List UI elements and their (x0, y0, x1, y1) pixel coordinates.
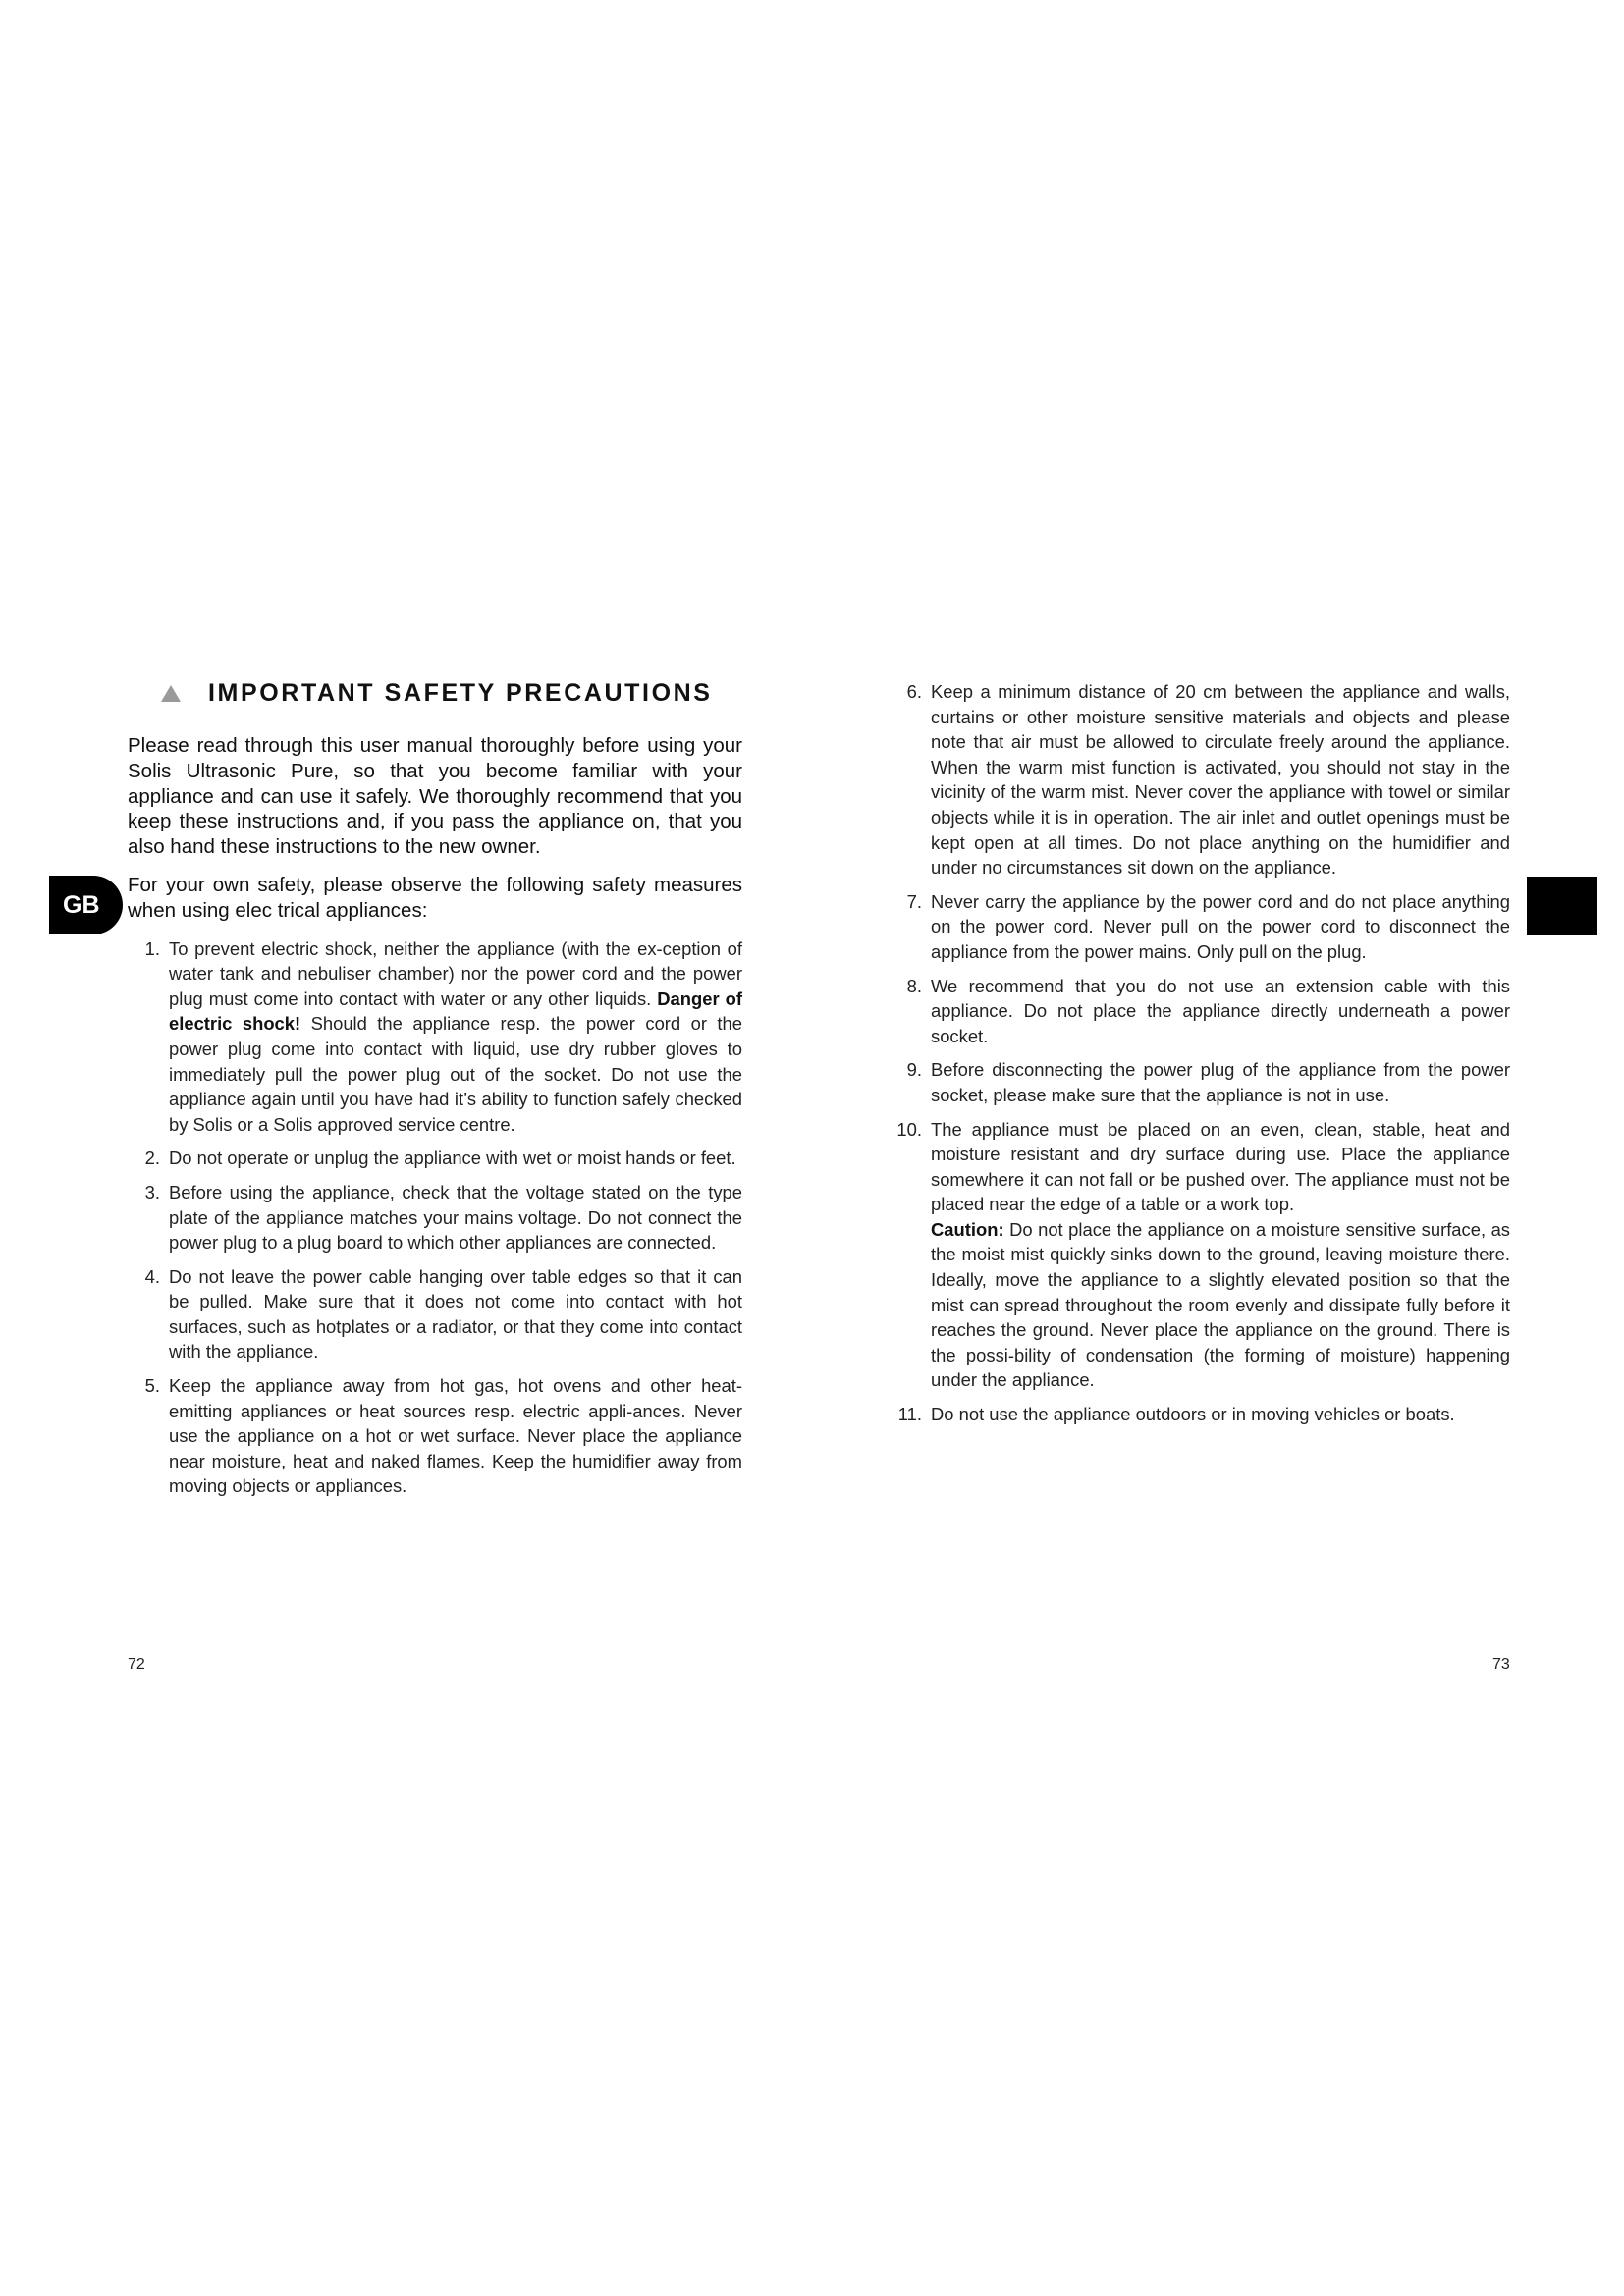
item-text: The appliance must be placed on an even, clean, stable, heat and moisture resistant and dry surface during use. Place the appliance somewhere it can not fall or be pushed over. The appliance must not be placed near the edge of a table or a work top. (931, 1118, 1510, 1215)
item-text: Keep the appliance away from hot gas, hot ovens and other heat-emitting appliances or heat sources resp. electric appli-ances. Never use the appliance on a hot or wet surface. Never place the appliance near moisture, heat and naked flames. Keep the humidifier away from moving objects or appliances. (169, 1375, 742, 1497)
item-text: Keep a minimum distance of 20 cm between the appliance and walls, curtains or other moisture sensitive materials and objects and please note that air must be allowed to circulate freely around the appliance. When the warm mist function is activated, you should not stay in the vicinity of the warm mist. Never cover the appliance with towel or similar objects while it is in operation. The air inlet and outlet openings must be kept open at all times. Do not place anything on the humidifier and under no circumstances sit down on the appliance. (931, 681, 1510, 879)
page-title: IMPORTANT SAFETY PRECAUTIONS (208, 679, 713, 707)
danger-warning: Danger of electric shock! (169, 988, 742, 1035)
safety-item-3 (128, 1180, 742, 1255)
safety-list-right (890, 679, 1510, 1427)
page-number-left: 72 (128, 1656, 145, 1673)
safety-item-6 (890, 679, 1510, 881)
safety-item-4 (128, 1264, 742, 1364)
item-number: 3. (144, 1181, 160, 1202)
item-text: Before using the appliance, check that the voltage stated on the type plate of the appliance matches your mains voltage. Do not connect the power plug to a plug board to which other appliances are connected. (169, 1181, 742, 1254)
warning-triangle-icon (161, 685, 181, 702)
safety-item-9 (890, 1057, 1510, 1107)
item-text: Never carry the appliance by the power cord and do not place anything on the power cord. Never pull on the power cord to disconnect the appliance from the power mains. Only pull on the plug. (931, 890, 1510, 962)
section-heading (128, 679, 742, 708)
item-text: Do not use the appliance outdoors or in moving vehicles or boats. (931, 1404, 1455, 1425)
item-number: 6. (906, 681, 922, 702)
language-tab-marker (1527, 877, 1597, 935)
safety-item-11 (890, 1402, 1510, 1427)
item-number: 1. (144, 937, 160, 959)
language-tab-gb: GB (49, 876, 123, 934)
item-number: 5. (144, 1375, 160, 1397)
item-text: Do not leave the power cable hanging over table edges so that it can be pulled. Make sure that it does not come into contact with hot surfaces, such as hotplates or a radiator, or that they come into contact with the appliance. (169, 1265, 742, 1362)
safety-measures-intro: For your own safety, please observe the following safety measures when using elec trical appliances: (128, 873, 742, 922)
caution-label: Caution: (931, 1218, 1004, 1240)
caution-text: Do not place the appliance on a moisture sensitive surface, as the moist mist quickly sinks down to the ground, leaving moisture there. Ideally, move the appliance to a slightly elevated position so that the mist can spread throughout the room evenly and dissipate fully before it reaches the ground. Never place the appliance on the ground. There is the possi-bility of condensation (the forming of moisture) happening under the appliance. (931, 1218, 1510, 1391)
safety-item-8 (890, 974, 1510, 1049)
safety-item-2 (128, 1146, 742, 1171)
left-page-column (128, 679, 742, 1508)
item-text-continued: Should the appliance resp. the power cord or the power plug come into contact with liquid, use dry rubber gloves to immediately pull the power plug out of the socket. Do not use the appliance again until you have had it’s ability to function safely checked by Solis or a Solis approved service centre. (169, 1013, 742, 1135)
item-number: 10. (896, 1118, 922, 1140)
item-number: 9. (906, 1059, 922, 1081)
item-number: 7. (906, 890, 922, 912)
item-number: 4. (144, 1265, 160, 1287)
item-number: 11. (897, 1404, 922, 1425)
safety-item-5 (128, 1373, 742, 1499)
item-text: We recommend that you do not use an extension cable with this appliance. Do not place the appliance directly underneath a power socket. (931, 975, 1510, 1046)
item-number: 8. (906, 975, 922, 996)
intro-paragraph: Please read through this user manual thoroughly before using your Solis Ultrasonic Pure, so that you become familiar with your appliance and can use it safely. We thoroughly recommend that you keep these instructions and, if you pass the appliance on, that you also hand these instructions to the new owner. (128, 734, 742, 859)
item-text: Do not operate or unplug the appliance with wet or moist hands or feet. (169, 1148, 736, 1169)
page-number-right: 73 (1492, 1656, 1510, 1673)
safety-item-7 (890, 889, 1510, 965)
right-page-column (890, 679, 1510, 1436)
safety-list-left (128, 936, 742, 1499)
item-number: 2. (144, 1148, 160, 1169)
item-text: To prevent electric shock, neither the appliance (with the ex-ception of water tank and nebuliser chamber) nor the power cord and the power plug must come into contact with water or any other liquids. (169, 937, 742, 1009)
item-text: Before disconnecting the power plug of the appliance from the power socket, please make sure that the appliance is not in use. (931, 1059, 1510, 1105)
safety-item-10 (890, 1117, 1510, 1394)
safety-item-1 (128, 936, 742, 1138)
